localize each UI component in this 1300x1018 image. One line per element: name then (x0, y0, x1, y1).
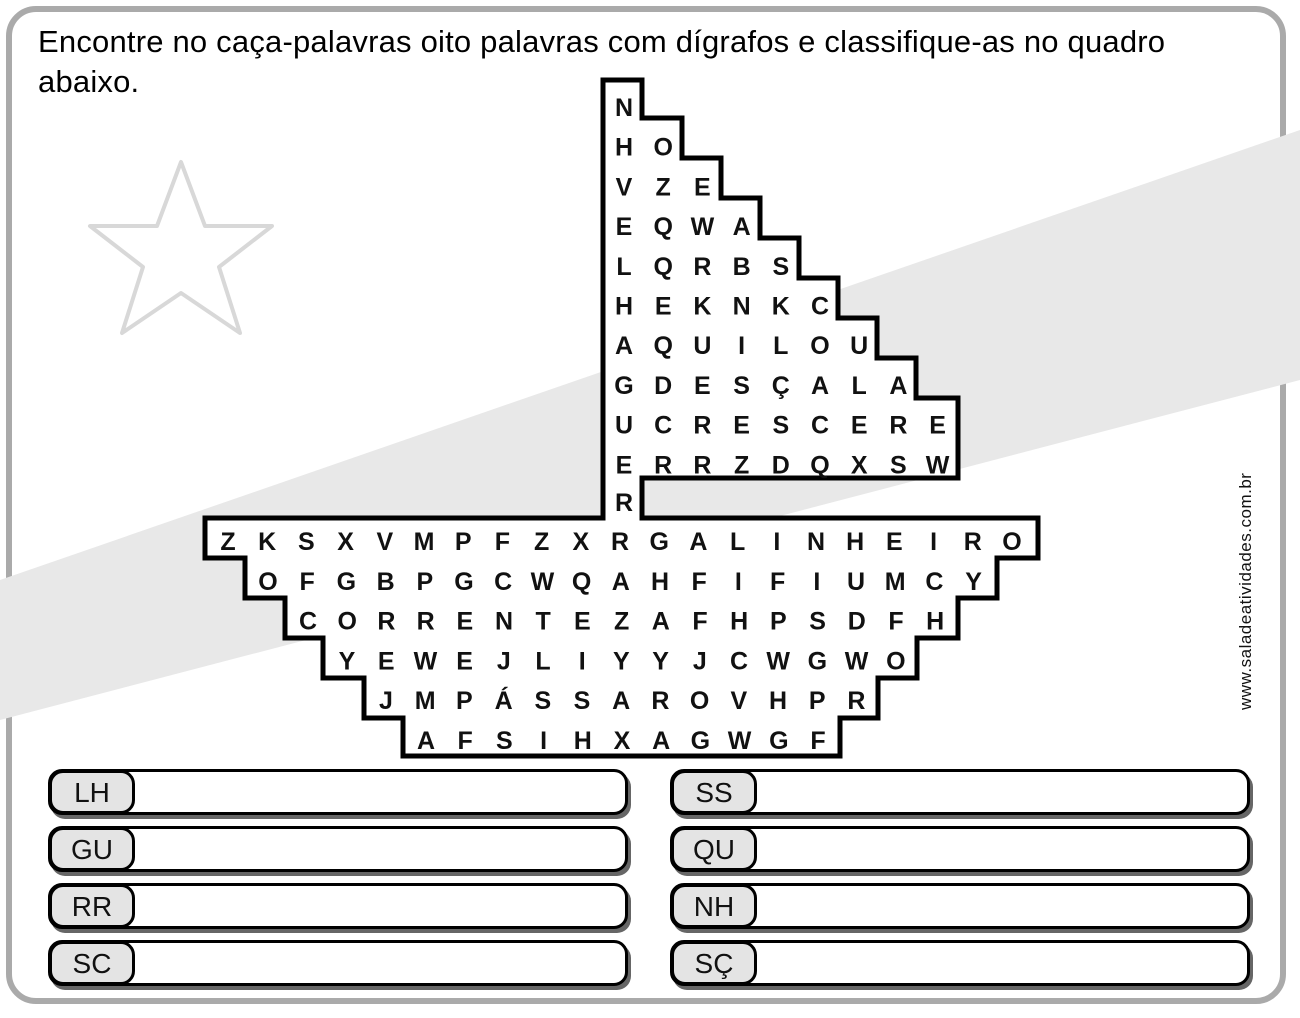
grid-letter: A (612, 687, 631, 716)
grid-letter: N (614, 94, 634, 122)
grid-letter: S (733, 371, 750, 400)
grid-letter: K (771, 292, 790, 321)
grid-letter: E (615, 451, 633, 480)
grid-letter: I (540, 727, 548, 755)
grid-letter: A (810, 371, 830, 400)
grid-letter: E (850, 411, 868, 440)
grid-letter: E (615, 213, 633, 242)
digraph-label-sc-cedilla: SÇ (671, 941, 757, 985)
grid-letter: X (613, 727, 631, 755)
grid-letter: E (456, 647, 473, 676)
grid-letter: S (890, 451, 907, 480)
grid-letter: E (456, 607, 474, 636)
grid-letter: S (772, 252, 790, 281)
grid-letter: L (851, 371, 867, 400)
grid-letter: W (925, 451, 950, 480)
grid-letter: W (844, 647, 869, 676)
grid-letter: G (454, 567, 474, 596)
letter-grid (220, 94, 1021, 755)
grid-letter: T (535, 607, 551, 636)
grid-letter: H (846, 528, 865, 556)
grid-letter: A (732, 213, 751, 242)
grid-letter: G (769, 727, 789, 755)
grid-letter: R (654, 451, 673, 480)
grid-letter: R (847, 687, 866, 716)
grid-letter: P (770, 607, 787, 636)
grid-letter: F (299, 567, 315, 596)
grid-letter: O (337, 607, 357, 636)
grid-letter: S (809, 607, 826, 636)
grid-letter: Ç (771, 371, 790, 400)
grid-letter: L (729, 528, 746, 556)
grid-letter: I (578, 647, 586, 676)
grid-letter: E (694, 371, 711, 400)
grid-letter: Q (653, 252, 673, 281)
answer-box-gu[interactable] (48, 826, 628, 872)
grid-letter: O (1002, 528, 1022, 556)
grid-letter: I (734, 567, 742, 596)
digraph-label-qu: QU (671, 827, 757, 871)
grid-letter: H (614, 292, 634, 321)
grid-letter: C (729, 647, 749, 676)
digraph-label-ss: SS (671, 770, 757, 814)
grid-letter: I (773, 528, 781, 556)
grid-letter: V (730, 687, 748, 716)
grid-letter: A (889, 371, 908, 400)
grid-letter: O (886, 647, 906, 676)
grid-letter: E (654, 292, 672, 321)
grid-letter: C (298, 607, 318, 636)
grid-letter: B (376, 567, 395, 596)
grid-letter: Q (653, 213, 673, 242)
grid-letter: N (494, 607, 514, 636)
grid-letter: H (768, 687, 788, 716)
grid-letter: F (810, 727, 826, 755)
grid-letter: E (886, 528, 903, 556)
digraph-label-nh: NH (671, 884, 757, 928)
grid-letter: C (925, 567, 944, 596)
grid-letter: R (693, 451, 712, 480)
grid-letter: Y (652, 647, 669, 676)
grid-letter: J (692, 647, 707, 676)
grid-letter: D (654, 371, 673, 400)
grid-letter: P (454, 528, 472, 556)
grid-letter: B (732, 252, 751, 281)
grid-letter: K (693, 292, 712, 321)
grid-letter: U (693, 332, 712, 361)
grid-letter: I (738, 332, 746, 361)
grid-letter: E (929, 411, 946, 440)
digraph-label-sc: SC (49, 941, 135, 985)
grid-letter: H (614, 133, 634, 162)
grid-letter: P (456, 687, 473, 716)
grid-letter: E (694, 173, 711, 202)
grid-letter: I (813, 567, 821, 596)
grid-letter: H (730, 607, 749, 636)
grid-letter: E (574, 607, 591, 636)
grid-letter: Q (571, 567, 592, 596)
grid-letter: F (457, 727, 473, 755)
grid-letter: C (494, 567, 513, 596)
grid-letter: S (298, 528, 315, 556)
grid-letter: S (573, 687, 591, 716)
grid-letter: L (535, 647, 551, 676)
grid-letter: R (693, 252, 712, 281)
grid-letter: Y (338, 647, 356, 676)
grid-letter: A (652, 727, 671, 755)
grid-letter: R (610, 528, 630, 556)
grid-letter: Z (655, 173, 671, 202)
grid-letter: V (376, 528, 394, 556)
grid-letter: W (413, 647, 438, 676)
grid-letter: Á (494, 687, 513, 716)
answer-box-sc-cedilla[interactable] (670, 940, 1250, 986)
grid-letter: Y (965, 567, 982, 596)
grid-letter: S (534, 687, 552, 716)
grid-letter: F (692, 607, 708, 636)
grid-letter: H (650, 567, 670, 596)
grid-letter: L (773, 332, 789, 361)
grid-letter: X (337, 528, 354, 556)
grid-letter: Z (733, 451, 750, 480)
grid-letter: R (963, 528, 982, 556)
grid-letter: R (416, 607, 435, 636)
grid-letter: V (615, 173, 633, 202)
grid-letter: D (847, 607, 866, 636)
grid-letter: I (930, 528, 938, 556)
grid-letter: R (377, 607, 396, 636)
grid-letter: M (414, 687, 436, 716)
grid-letter: U (846, 567, 866, 596)
grid-letter: G (336, 567, 357, 596)
grid-letter: N (806, 528, 826, 556)
grid-letter: G (807, 647, 828, 676)
digraph-label-lh: LH (49, 770, 135, 814)
grid-letter: U (850, 332, 869, 361)
digraph-label-gu: GU (49, 827, 135, 871)
answer-box-nh[interactable] (670, 883, 1250, 929)
grid-letter: D (771, 451, 790, 480)
grid-letter: L (616, 252, 632, 281)
grid-letter: A (614, 332, 634, 361)
grid-letter: O (258, 567, 278, 596)
grid-letter: Q (810, 451, 830, 480)
grid-letter: F (888, 607, 904, 636)
grid-letter: R (693, 411, 712, 440)
grid-letter: X (850, 451, 868, 480)
grid-letter: Q (653, 332, 673, 361)
grid-letter: G (614, 371, 634, 400)
grid-letter: M (884, 567, 906, 596)
grid-letter: H (573, 727, 592, 755)
grid-letter: J (496, 647, 511, 676)
grid-letter: P (416, 567, 434, 596)
grid-letter: G (649, 528, 669, 556)
grid-letter: U (614, 411, 634, 440)
grid-letter: P (808, 687, 826, 716)
digraph-label-rr: RR (49, 884, 135, 928)
grid-letter: F (769, 567, 786, 596)
grid-letter: N (732, 292, 751, 321)
grid-letter: G (690, 727, 711, 755)
grid-letter: Y (613, 647, 630, 676)
grid-letter: F (691, 567, 707, 596)
grid-letter: A (416, 727, 436, 755)
answer-box-qu[interactable] (670, 826, 1250, 872)
grid-letter: A (611, 567, 630, 596)
grid-letter: X (572, 528, 590, 556)
grid-letter: A (651, 607, 670, 636)
grid-letter: C (810, 411, 830, 440)
grid-letter: O (689, 687, 710, 716)
grid-letter: C (654, 411, 673, 440)
grid-letter: C (810, 292, 830, 321)
grid-letter: E (733, 411, 750, 440)
grid-letter: A (689, 528, 708, 556)
grid-letter: O (810, 332, 830, 361)
grid-letter: O (653, 133, 673, 162)
answer-box-rr[interactable] (48, 883, 628, 929)
grid-letter: R (651, 687, 670, 716)
grid-letter: H (926, 607, 945, 636)
grid-letter: Z (220, 528, 236, 556)
instruction-text: Encontre no caça-palavras oito palavras com dígrafos e classifique-as no quadro abaixo. (38, 24, 1166, 99)
grid-letter: W (727, 727, 752, 755)
grid-letter: S (772, 411, 790, 440)
grid-letter: R (889, 411, 908, 440)
grid-letter: W (766, 647, 791, 676)
answer-box-sc[interactable] (48, 940, 628, 986)
answer-box-ss[interactable] (670, 769, 1250, 815)
grid-letter: M (413, 528, 435, 556)
grid-letter: E (377, 647, 395, 676)
grid-letter: W (690, 213, 715, 242)
grid-letter: J (379, 687, 393, 716)
grid-letter: F (494, 528, 511, 556)
grid-letter: S (496, 727, 513, 755)
grid-letter: K (258, 528, 277, 556)
grid-letter: R (614, 489, 634, 517)
grid-letter: Z (613, 607, 630, 636)
grid-letter: W (530, 567, 555, 596)
website-url: www.saladeatividades.com.br (1236, 472, 1255, 710)
answer-box-lh[interactable] (48, 769, 628, 815)
grid-letter: Z (533, 528, 550, 556)
